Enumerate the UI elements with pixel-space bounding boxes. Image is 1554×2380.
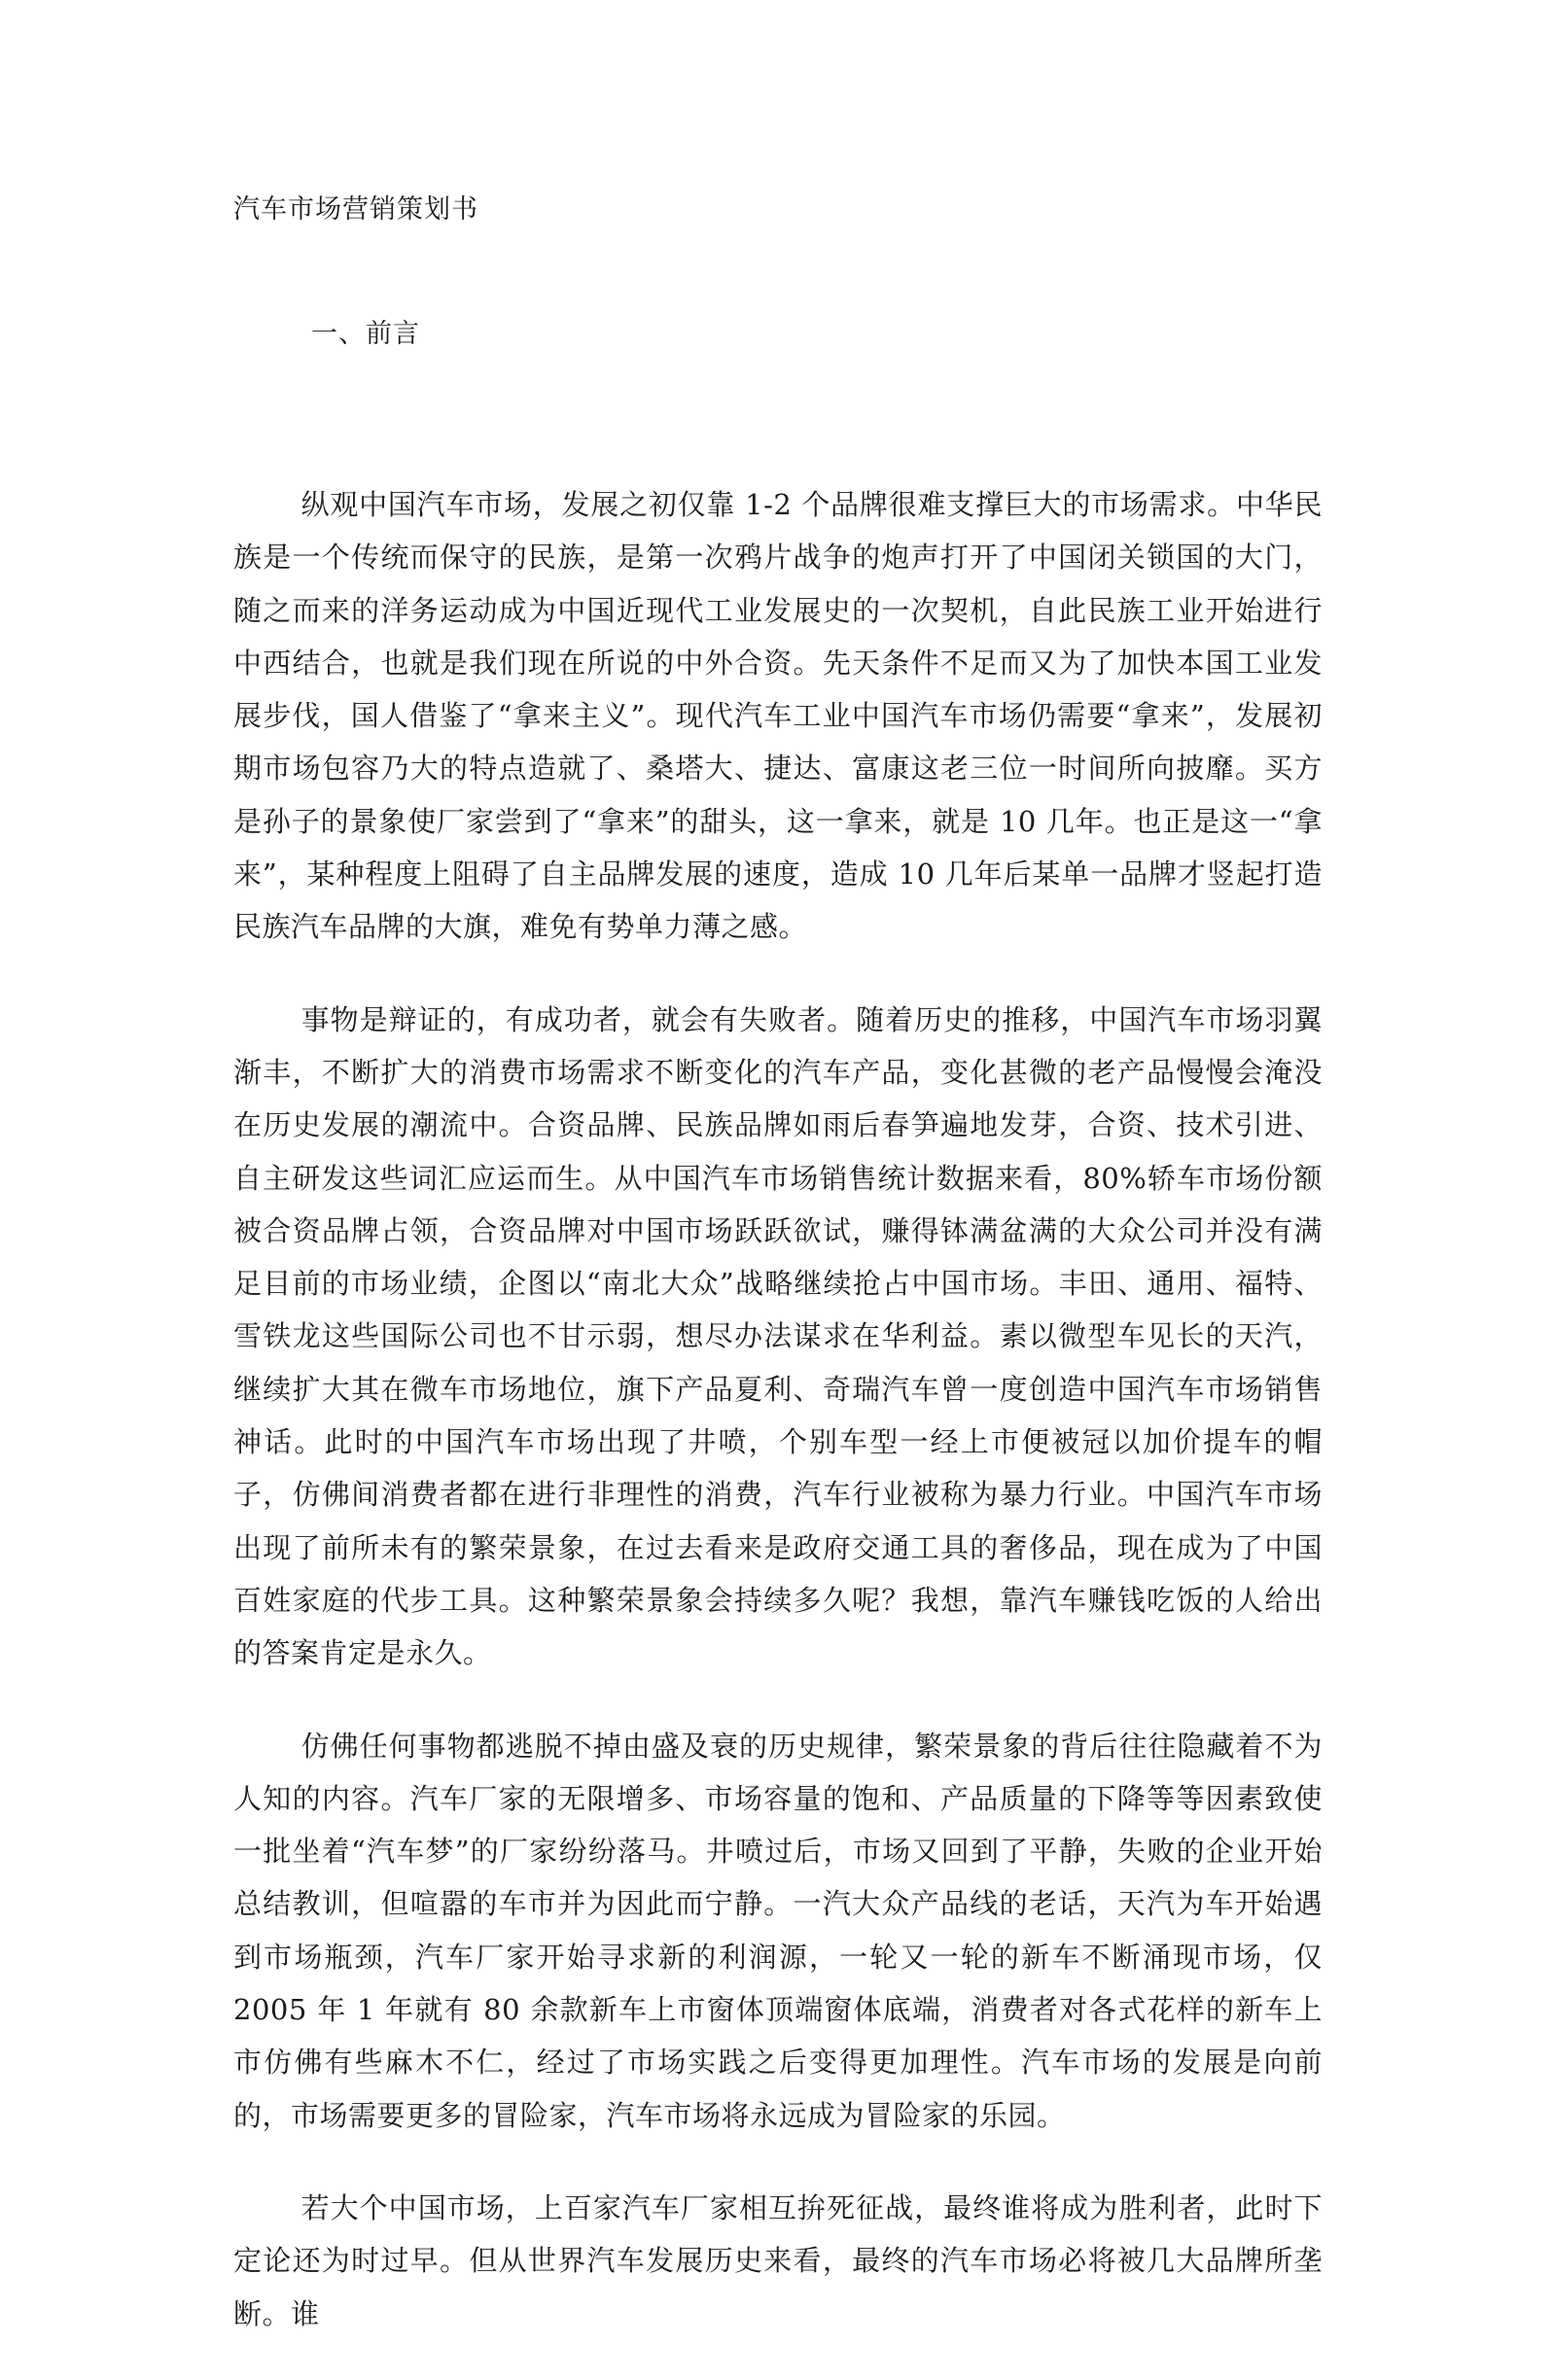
section-heading: 一、前言: [311, 319, 420, 349]
paragraph: 纵观中国汽车市场，发展之初仅靠 1-2 个品牌很难支撑巨大的市场需求。中华民族是一个传统而保守的民族，是第一次鸦片战争的炮声打开了中国闭关锁国的大门，随之而来的洋务运动成为中国近现代工业发展史的一次契机，自此民族工业开始进行中西结合，也就是我们现在所说的中外合资。先天条件不足而又为了加快本国工业发展步伐，国人借鉴了“拿来主义”。现代汽车工业中国汽车市场仍需要“拿来”，发展初期市场包容乃大的特点造就了、桑塔大、捷达、富康这老三位一时间所向披靡。买方是孙子的景象使厂家尝到了“拿来”的甜头，这一拿来，就是 10 几年。也正是这一“拿来”，某种程度上阻碍了自主品牌发展的速度，造成 10 几年后某单一品牌才竖起打造民族汽车品牌的大旗，难免有势单力薄之感。: [233, 488, 1323, 944]
document-body: [233, 478, 1323, 2380]
document-title: 汽车市场营销策划书: [233, 194, 478, 225]
paragraph: 事物是辩证的，有成功者，就会有失败者。随着历史的推移，中国汽车市场羽翼渐丰，不断扩大的消费市场需求不断变化的汽车产品，变化甚微的老产品慢慢会淹没在历史发展的潮流中。合资品牌、民族品牌如雨后春笋遍地发芽，合资、技术引进、自主研发这些词汇应运而生。从中国汽车市场销售统计数据来看，80%轿车市场份额被合资品牌占领，合资品牌对中国市场跃跃欲试，赚得钵满盆满的大众公司并没有满足目前的市场业绩，企图以“南北大众”战略继续抢占中国市场。丰田、通用、福特、雪铁龙这些国际公司也不甘示弱，想尽办法谋求在华利益。素以微型车见长的天汽，继续扩大其在微车市场地位，旗下产品夏利、奇瑞汽车曾一度创造中国汽车市场销售神话。此时的中国汽车市场出现了井喷，个别车型一经上市便被冠以加价提车的帽子，仿佛间消费者都在进行非理性的消费，汽车行业被称为暴力行业。中国汽车市场出现了前所未有的繁荣景象，在过去看来是政府交通工具的奢侈品，现在成为了中国百姓家庭的代步工具。这种繁荣景象会持续多久呢？我想，靠汽车赚钱吃饭的人给出的答案肯定是永久。: [233, 1002, 1323, 1670]
paragraph: 仿佛任何事物都逃脱不掉由盛及衰的历史规律，繁荣景象的背后往往隐藏着不为人知的内容。汽车厂家的无限增多、市场容量的饱和、产品质量的下降等等因素致使一批坐着“汽车梦”的厂家纷纷落马。井喷过后，市场又回到了平静，失败的企业开始总结教训，但喧嚣的车市并为因此而宁静。一汽大众产品线的老话，天汽为车开始遇到市场瓶颈，汽车厂家开始寻求新的利润源，一轮又一轮的新车不断涌现市场，仅 2005 年 1 年就有 80 余款新车上市窗体顶端窗体底端，消费者对各式花样的新车上市仿佛有些麻木不仁，经过了市场实践之后变得更加理性。汽车市场的发展是向前的，市场需要更多的冒险家，汽车市场将永远成为冒险家的乐园。: [233, 1729, 1323, 2132]
paragraph: 若大个中国市场，上百家汽车厂家相互拚死征战，最终谁将成为胜利者，此时下定论还为时过早。但从世界汽车发展历史来看，最终的汽车市场必将被几大品牌所垄断。谁: [233, 2190, 1323, 2330]
